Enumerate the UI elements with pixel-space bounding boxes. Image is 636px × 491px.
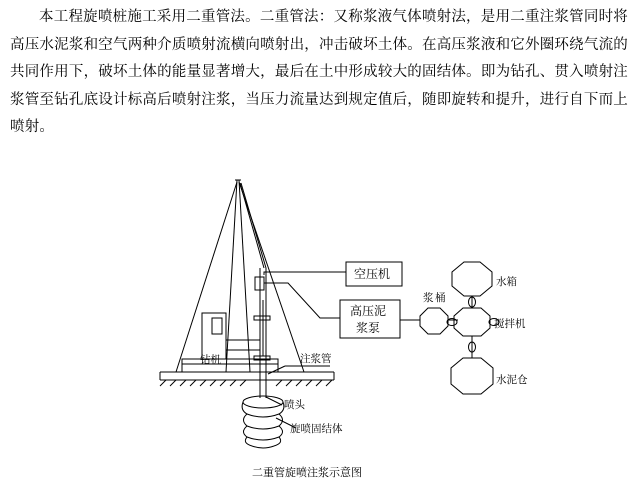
mixer-label: 搅拌机 [494, 318, 526, 330]
nozzle-label: 喷头 [284, 399, 305, 411]
slurry-bucket-label-2: 桶 [435, 292, 446, 304]
water-tank [452, 262, 492, 296]
mixer [454, 308, 490, 336]
air-compressor-label: 空压机 [354, 267, 391, 281]
pump-label-line1: 高压泥 [350, 304, 387, 318]
figure-caption: 二重管旋喷注浆示意图 [252, 466, 362, 479]
grout-pipe-label: 注浆管 [300, 353, 332, 365]
pump-label-line2: 浆泵 [356, 321, 381, 335]
description-paragraph: 本工程旋喷桩施工采用二重管法。二重管法：又称浆液气体喷射法，是用二重注浆管同时将高压水泥浆和空气两种介质喷射流横向喷射出，冲击破坏土体。在高压浆液和它外圈环绕气流的共同作用下，破坏土体的能量显著增大，最后在土中形成较大的固结体。即为钻孔、贯入喷射注浆管至钻孔底设计标高后喷射注浆，当压力流量达到规定值后，随即旋转和提升，进行自下而上喷射。 [10, 9, 628, 135]
drill-label: 钻机 [200, 354, 221, 366]
cement-silo [451, 358, 493, 394]
water-tank-label: 水箱 [496, 276, 517, 288]
jet-column-label: 旋喷固结体 [290, 423, 343, 435]
jet-grout-column [242, 396, 284, 448]
grout-pipe [254, 268, 270, 398]
cement-silo-label: 水泥仓 [496, 374, 528, 386]
slurry-bucket-label-1: 浆 [423, 292, 434, 304]
drill-rig [176, 180, 304, 372]
slurry-bucket [420, 308, 448, 334]
ground-surface [160, 372, 334, 386]
